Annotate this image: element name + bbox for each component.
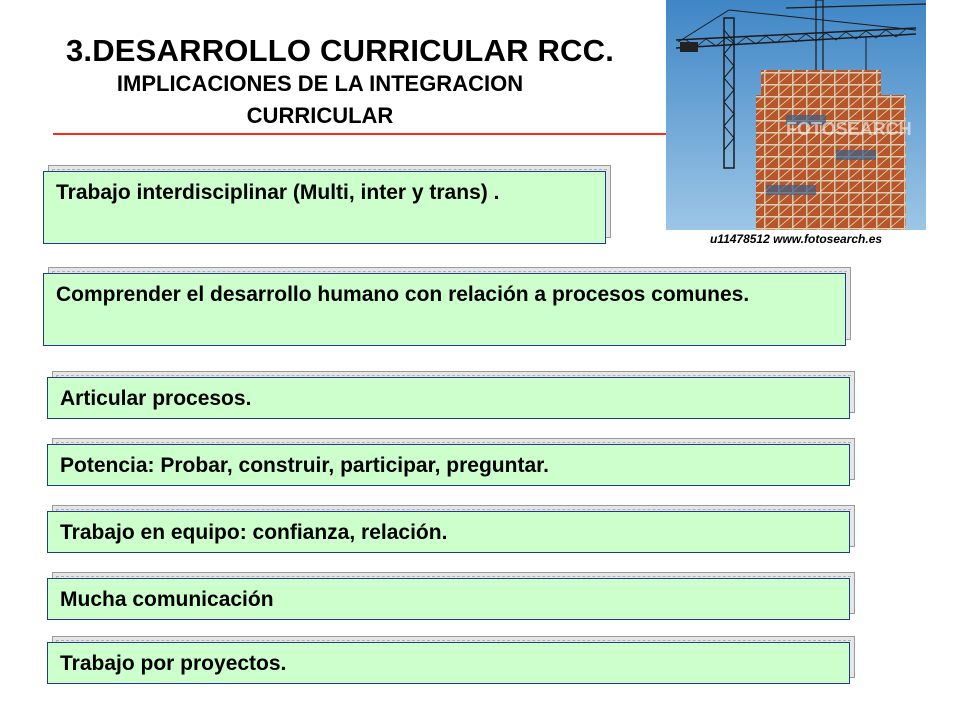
bullet-box — [47, 642, 850, 684]
bullet-text: Trabajo por proyectos. — [47, 642, 850, 684]
bullet-box — [47, 377, 850, 419]
bullet-text: Potencia: Probar, construir, participar, preguntar. — [47, 444, 850, 486]
subtitle-line-1: IMPLICACIONES DE LA INTEGRACION — [116, 71, 524, 96]
bullet-box — [47, 444, 850, 486]
bullet-text: Mucha comunicación — [47, 578, 850, 620]
photo-caption: u11478512 www.fotosearch.es — [709, 232, 883, 246]
watermark-text: FOTOSEARCH — [786, 119, 912, 139]
bullet-box — [43, 273, 846, 346]
bullet-box — [43, 171, 606, 244]
construction-photo — [666, 0, 926, 250]
bullet-text: Articular procesos. — [47, 377, 850, 419]
subtitle-line-2: CURRICULAR — [246, 103, 394, 128]
bullet-text: Trabajo en equipo: confianza, relación. — [47, 511, 850, 553]
bullet-text: Comprender el desarrollo humano con relación a procesos comunes. — [43, 273, 846, 346]
bullet-box — [47, 511, 850, 553]
construction-crane-icon — [666, 0, 926, 230]
slide-subtitle — [0, 68, 640, 132]
bullet-text: Trabajo interdisciplinar (Multi, inter y trans) . — [43, 171, 606, 244]
bullet-box — [47, 578, 850, 620]
title-underline — [53, 133, 666, 135]
slide-title: 3.DESARROLLO CURRICULAR RCC. — [65, 33, 615, 68]
